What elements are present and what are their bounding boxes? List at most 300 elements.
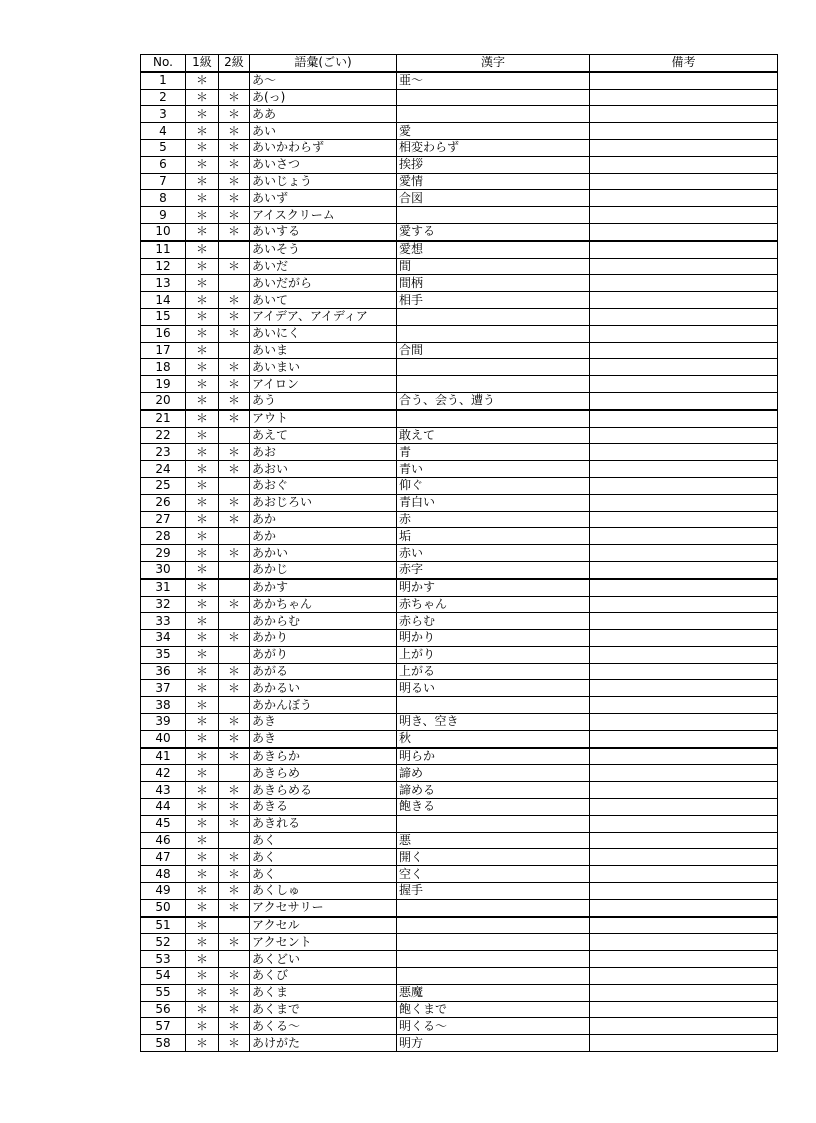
- cell-notes: [590, 680, 778, 697]
- cell-vocabulary: あお: [250, 444, 397, 461]
- cell-vocabulary: あきらめる: [250, 782, 397, 799]
- cell-level2: ＊: [219, 292, 250, 309]
- cell-level1: ＊: [186, 325, 219, 342]
- header-kanji: 漢字: [397, 55, 590, 72]
- cell-notes: [590, 359, 778, 376]
- cell-level1: ＊: [186, 392, 219, 409]
- cell-vocabulary: あおぐ: [250, 477, 397, 494]
- cell-level1: ＊: [186, 258, 219, 275]
- cell-no: 39: [141, 714, 186, 731]
- cell-vocabulary: あいま: [250, 342, 397, 359]
- cell-level2: ＊: [219, 89, 250, 106]
- cell-notes: [590, 342, 778, 359]
- cell-notes: [590, 866, 778, 883]
- cell-level1: ＊: [186, 630, 219, 647]
- cell-level2: ＊: [219, 815, 250, 832]
- cell-vocabulary: アクセサリー: [250, 899, 397, 916]
- cell-notes: [590, 714, 778, 731]
- cell-vocabulary: アウト: [250, 410, 397, 427]
- cell-vocabulary: あいにく: [250, 325, 397, 342]
- cell-kanji: 明らか: [397, 748, 590, 765]
- cell-level2: [219, 342, 250, 359]
- cell-notes: [590, 748, 778, 765]
- table-row: [141, 1018, 778, 1035]
- cell-level2: ＊: [219, 392, 250, 409]
- cell-kanji: 開く: [397, 849, 590, 866]
- cell-level1: ＊: [186, 782, 219, 799]
- cell-notes: [590, 207, 778, 224]
- cell-notes: [590, 477, 778, 494]
- cell-level1: ＊: [186, 528, 219, 545]
- header-level1: 1級: [186, 55, 219, 72]
- cell-no: 7: [141, 173, 186, 190]
- cell-level1: ＊: [186, 477, 219, 494]
- table-row: [141, 444, 778, 461]
- table-row: [141, 223, 778, 240]
- table-row: [141, 646, 778, 663]
- cell-level2: [219, 427, 250, 444]
- cell-notes: [590, 799, 778, 816]
- cell-notes: [590, 1035, 778, 1052]
- cell-kanji: 合図: [397, 190, 590, 207]
- cell-level2: ＊: [219, 680, 250, 697]
- cell-notes: [590, 579, 778, 596]
- cell-kanji: 青白い: [397, 494, 590, 511]
- cell-kanji: 明るい: [397, 680, 590, 697]
- table-row: [141, 392, 778, 409]
- cell-level1: ＊: [186, 815, 219, 832]
- cell-notes: [590, 275, 778, 292]
- table-row: [141, 308, 778, 325]
- cell-no: 35: [141, 646, 186, 663]
- cell-level2: ＊: [219, 630, 250, 647]
- cell-kanji: 諦め: [397, 765, 590, 782]
- cell-no: 34: [141, 630, 186, 647]
- cell-level1: ＊: [186, 410, 219, 427]
- cell-no: 12: [141, 258, 186, 275]
- cell-kanji: 愛情: [397, 173, 590, 190]
- cell-kanji: 諦める: [397, 782, 590, 799]
- table-row: [141, 866, 778, 883]
- cell-level2: ＊: [219, 106, 250, 123]
- cell-kanji: 垢: [397, 528, 590, 545]
- cell-no: 44: [141, 799, 186, 816]
- cell-notes: [590, 984, 778, 1001]
- cell-kanji: 赤らむ: [397, 613, 590, 630]
- cell-notes: [590, 156, 778, 173]
- cell-vocabulary: ああ: [250, 106, 397, 123]
- cell-kanji: [397, 207, 590, 224]
- table-row: [141, 494, 778, 511]
- cell-notes: [590, 697, 778, 714]
- table-row: [141, 207, 778, 224]
- cell-notes: [590, 410, 778, 427]
- cell-level1: ＊: [186, 275, 219, 292]
- cell-kanji: [397, 106, 590, 123]
- cell-level2: [219, 917, 250, 934]
- table-row: [141, 275, 778, 292]
- cell-notes: [590, 461, 778, 478]
- cell-notes: [590, 613, 778, 630]
- cell-no: 13: [141, 275, 186, 292]
- table-row: [141, 714, 778, 731]
- cell-no: 30: [141, 561, 186, 578]
- cell-kanji: 仰ぐ: [397, 477, 590, 494]
- cell-no: 27: [141, 511, 186, 528]
- cell-notes: [590, 173, 778, 190]
- cell-level1: ＊: [186, 832, 219, 849]
- cell-level1: ＊: [186, 646, 219, 663]
- cell-level2: ＊: [219, 123, 250, 140]
- cell-level2: [219, 765, 250, 782]
- cell-no: 53: [141, 951, 186, 968]
- cell-kanji: 相手: [397, 292, 590, 309]
- cell-no: 15: [141, 308, 186, 325]
- cell-level2: ＊: [219, 934, 250, 951]
- cell-vocabulary: あき: [250, 714, 397, 731]
- cell-kanji: 間: [397, 258, 590, 275]
- cell-no: 42: [141, 765, 186, 782]
- cell-no: 49: [141, 883, 186, 900]
- cell-no: 50: [141, 899, 186, 916]
- cell-notes: [590, 968, 778, 985]
- header-notes: 備考: [590, 55, 778, 72]
- cell-notes: [590, 630, 778, 647]
- cell-kanji: 悪魔: [397, 984, 590, 1001]
- cell-no: 32: [141, 596, 186, 613]
- cell-level1: ＊: [186, 139, 219, 156]
- cell-no: 47: [141, 849, 186, 866]
- cell-vocabulary: あくる～: [250, 1018, 397, 1035]
- cell-kanji: 相変わらず: [397, 139, 590, 156]
- cell-level1: ＊: [186, 106, 219, 123]
- cell-vocabulary: あいさつ: [250, 156, 397, 173]
- cell-level1: ＊: [186, 207, 219, 224]
- table-row: [141, 325, 778, 342]
- cell-vocabulary: あきる: [250, 799, 397, 816]
- cell-vocabulary: あきらか: [250, 748, 397, 765]
- table-row: [141, 782, 778, 799]
- cell-notes: [590, 190, 778, 207]
- cell-no: 40: [141, 730, 186, 747]
- cell-kanji: 飽くまで: [397, 1001, 590, 1018]
- cell-vocabulary: アクセル: [250, 917, 397, 934]
- cell-no: 28: [141, 528, 186, 545]
- cell-notes: [590, 545, 778, 562]
- cell-level2: [219, 528, 250, 545]
- table-row: [141, 241, 778, 258]
- cell-level1: ＊: [186, 984, 219, 1001]
- cell-no: 56: [141, 1001, 186, 1018]
- cell-notes: [590, 663, 778, 680]
- cell-vocabulary: あいじょう: [250, 173, 397, 190]
- cell-level1: ＊: [186, 241, 219, 258]
- cell-vocabulary: あいそう: [250, 241, 397, 258]
- cell-level2: [219, 613, 250, 630]
- cell-no: 16: [141, 325, 186, 342]
- cell-vocabulary: あくまで: [250, 1001, 397, 1018]
- cell-level2: ＊: [219, 258, 250, 275]
- cell-kanji: [397, 410, 590, 427]
- table-row: [141, 156, 778, 173]
- cell-no: 54: [141, 968, 186, 985]
- cell-vocabulary: あきれる: [250, 815, 397, 832]
- table-row: [141, 730, 778, 747]
- cell-no: 38: [141, 697, 186, 714]
- cell-vocabulary: あく: [250, 866, 397, 883]
- cell-level1: ＊: [186, 899, 219, 916]
- table-row: [141, 697, 778, 714]
- cell-vocabulary: あいず: [250, 190, 397, 207]
- cell-no: 45: [141, 815, 186, 832]
- cell-kanji: 上がる: [397, 663, 590, 680]
- cell-vocabulary: あかるい: [250, 680, 397, 697]
- cell-notes: [590, 325, 778, 342]
- cell-level2: ＊: [219, 156, 250, 173]
- cell-kanji: 明方: [397, 1035, 590, 1052]
- cell-level1: ＊: [186, 613, 219, 630]
- cell-level2: [219, 832, 250, 849]
- cell-level1: ＊: [186, 866, 219, 883]
- cell-vocabulary: あく: [250, 849, 397, 866]
- cell-notes: [590, 511, 778, 528]
- cell-no: 3: [141, 106, 186, 123]
- cell-notes: [590, 292, 778, 309]
- cell-level2: ＊: [219, 883, 250, 900]
- cell-level2: ＊: [219, 866, 250, 883]
- cell-no: 11: [141, 241, 186, 258]
- cell-kanji: 赤: [397, 511, 590, 528]
- cell-vocabulary: アイデア、アイディア: [250, 308, 397, 325]
- cell-level1: ＊: [186, 883, 219, 900]
- cell-notes: [590, 917, 778, 934]
- cell-vocabulary: あがる: [250, 663, 397, 680]
- cell-level1: ＊: [186, 561, 219, 578]
- cell-no: 52: [141, 934, 186, 951]
- table-row: [141, 815, 778, 832]
- cell-notes: [590, 596, 778, 613]
- cell-notes: [590, 765, 778, 782]
- cell-level1: ＊: [186, 799, 219, 816]
- table-row: [141, 511, 778, 528]
- cell-vocabulary: あくま: [250, 984, 397, 1001]
- cell-kanji: [397, 917, 590, 934]
- cell-vocabulary: あきらめ: [250, 765, 397, 782]
- cell-notes: [590, 832, 778, 849]
- cell-no: 25: [141, 477, 186, 494]
- cell-no: 37: [141, 680, 186, 697]
- cell-level2: ＊: [219, 325, 250, 342]
- cell-level1: ＊: [186, 714, 219, 731]
- cell-no: 20: [141, 392, 186, 409]
- cell-level1: ＊: [186, 444, 219, 461]
- header-row: [141, 55, 778, 72]
- cell-notes: [590, 815, 778, 832]
- cell-kanji: 愛: [397, 123, 590, 140]
- cell-level2: ＊: [219, 1001, 250, 1018]
- cell-vocabulary: あかり: [250, 630, 397, 647]
- cell-kanji: 愛想: [397, 241, 590, 258]
- cell-no: 29: [141, 545, 186, 562]
- cell-notes: [590, 223, 778, 240]
- cell-no: 5: [141, 139, 186, 156]
- cell-level1: ＊: [186, 359, 219, 376]
- cell-no: 26: [141, 494, 186, 511]
- cell-no: 57: [141, 1018, 186, 1035]
- cell-level1: ＊: [186, 1018, 219, 1035]
- table-row: [141, 1035, 778, 1052]
- cell-notes: [590, 376, 778, 393]
- cell-level2: ＊: [219, 849, 250, 866]
- cell-no: 9: [141, 207, 186, 224]
- cell-notes: [590, 72, 778, 89]
- cell-vocabulary: あいて: [250, 292, 397, 309]
- cell-vocabulary: あいまい: [250, 359, 397, 376]
- cell-level2: ＊: [219, 308, 250, 325]
- cell-level2: ＊: [219, 748, 250, 765]
- cell-no: 46: [141, 832, 186, 849]
- cell-kanji: [397, 934, 590, 951]
- cell-level2: ＊: [219, 1018, 250, 1035]
- cell-level1: ＊: [186, 342, 219, 359]
- cell-level2: ＊: [219, 799, 250, 816]
- table-row: [141, 258, 778, 275]
- cell-level1: ＊: [186, 730, 219, 747]
- cell-kanji: 挨拶: [397, 156, 590, 173]
- table-row: [141, 596, 778, 613]
- table-row: [141, 461, 778, 478]
- vocabulary-table: [140, 54, 778, 1052]
- cell-kanji: [397, 899, 590, 916]
- cell-kanji: [397, 951, 590, 968]
- table-row: [141, 342, 778, 359]
- cell-level2: ＊: [219, 663, 250, 680]
- table-row: [141, 359, 778, 376]
- cell-no: 4: [141, 123, 186, 140]
- cell-no: 36: [141, 663, 186, 680]
- cell-notes: [590, 139, 778, 156]
- cell-notes: [590, 730, 778, 747]
- table-row: [141, 630, 778, 647]
- header-vocabulary: 語彙(ごい): [250, 55, 397, 72]
- cell-no: 33: [141, 613, 186, 630]
- table-row: [141, 613, 778, 630]
- cell-no: 8: [141, 190, 186, 207]
- cell-level1: ＊: [186, 596, 219, 613]
- table-row: [141, 427, 778, 444]
- cell-level1: ＊: [186, 494, 219, 511]
- cell-notes: [590, 1018, 778, 1035]
- cell-kanji: 合う、会う、遭う: [397, 392, 590, 409]
- table-row: [141, 849, 778, 866]
- table-row: [141, 832, 778, 849]
- cell-level1: ＊: [186, 579, 219, 596]
- cell-kanji: 明かす: [397, 579, 590, 596]
- cell-vocabulary: あき: [250, 730, 397, 747]
- cell-level2: ＊: [219, 714, 250, 731]
- table-row: [141, 89, 778, 106]
- cell-vocabulary: あ(っ): [250, 89, 397, 106]
- cell-level1: ＊: [186, 308, 219, 325]
- cell-notes: [590, 392, 778, 409]
- cell-notes: [590, 528, 778, 545]
- cell-notes: [590, 123, 778, 140]
- cell-kanji: 亜～: [397, 72, 590, 89]
- cell-kanji: 空く: [397, 866, 590, 883]
- table-row: [141, 883, 778, 900]
- cell-notes: [590, 951, 778, 968]
- cell-kanji: [397, 815, 590, 832]
- cell-vocabulary: あけがた: [250, 1035, 397, 1052]
- table-row: [141, 477, 778, 494]
- cell-no: 18: [141, 359, 186, 376]
- header-no: No.: [141, 55, 186, 72]
- cell-notes: [590, 427, 778, 444]
- cell-no: 19: [141, 376, 186, 393]
- cell-no: 6: [141, 156, 186, 173]
- cell-level1: ＊: [186, 934, 219, 951]
- table-row: [141, 917, 778, 934]
- cell-level2: ＊: [219, 410, 250, 427]
- cell-level2: ＊: [219, 899, 250, 916]
- cell-level2: [219, 477, 250, 494]
- cell-kanji: 赤字: [397, 561, 590, 578]
- table-row: [141, 561, 778, 578]
- cell-vocabulary: アイスクリーム: [250, 207, 397, 224]
- cell-vocabulary: あがり: [250, 646, 397, 663]
- cell-vocabulary: あいだがら: [250, 275, 397, 292]
- table-row: [141, 984, 778, 1001]
- cell-vocabulary: あかじ: [250, 561, 397, 578]
- cell-level2: [219, 275, 250, 292]
- cell-vocabulary: あか: [250, 528, 397, 545]
- cell-notes: [590, 241, 778, 258]
- cell-notes: [590, 89, 778, 106]
- cell-level1: ＊: [186, 849, 219, 866]
- cell-level2: ＊: [219, 173, 250, 190]
- cell-kanji: 明かり: [397, 630, 590, 647]
- cell-vocabulary: あいする: [250, 223, 397, 240]
- cell-level2: ＊: [219, 730, 250, 747]
- cell-notes: [590, 849, 778, 866]
- cell-level2: ＊: [219, 511, 250, 528]
- table-row: [141, 968, 778, 985]
- table-row: [141, 748, 778, 765]
- cell-no: 10: [141, 223, 186, 240]
- cell-notes: [590, 782, 778, 799]
- cell-kanji: [397, 697, 590, 714]
- cell-no: 22: [141, 427, 186, 444]
- cell-no: 31: [141, 579, 186, 596]
- cell-level2: ＊: [219, 359, 250, 376]
- cell-kanji: [397, 325, 590, 342]
- cell-level1: ＊: [186, 511, 219, 528]
- cell-kanji: 愛する: [397, 223, 590, 240]
- cell-kanji: 明き、空き: [397, 714, 590, 731]
- cell-kanji: [397, 308, 590, 325]
- cell-level2: ＊: [219, 376, 250, 393]
- cell-notes: [590, 934, 778, 951]
- cell-level1: ＊: [186, 765, 219, 782]
- cell-level2: [219, 951, 250, 968]
- cell-level2: [219, 241, 250, 258]
- cell-kanji: [397, 376, 590, 393]
- cell-no: 14: [141, 292, 186, 309]
- cell-vocabulary: あいかわらず: [250, 139, 397, 156]
- cell-level1: ＊: [186, 376, 219, 393]
- table-row: [141, 663, 778, 680]
- cell-level2: ＊: [219, 223, 250, 240]
